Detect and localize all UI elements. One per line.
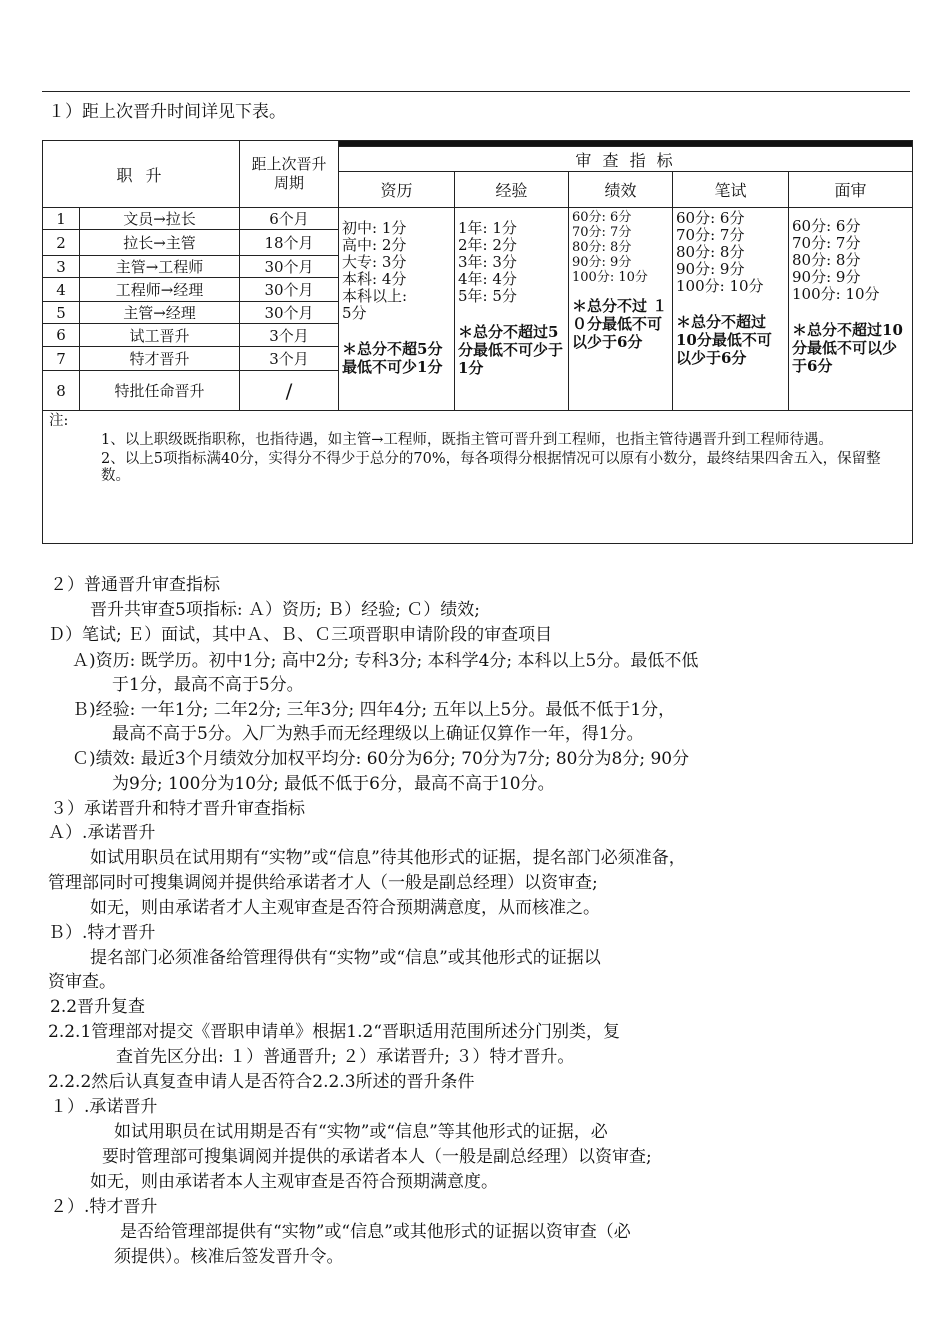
body-line: 晋升共审查5项指标: Ａ）资历; Ｂ）经验; Ｃ）绩效; (90, 600, 480, 620)
criteria-bishi (673, 208, 789, 411)
criteria-jingyan-list: 1年: 1分 2年: 2分 3年: 3分 4年: 4分 5年: 5分 (458, 219, 517, 305)
criteria-mianshen-note: ＊总分不超过10分最低不可以少于6分 (792, 321, 903, 375)
criteria-mianshen (789, 208, 913, 411)
body-line: Ｃ)绩效: 最近3个月绩效分加权平均分: 60分为6分; 70分为7分; 80分为8分; 90分 (72, 749, 690, 769)
body-line: Ｂ)经验: 一年1分; 二年2分; 三年3分; 四年4分; 五年以上5分。最低不低于1分， (72, 700, 676, 720)
row-no: 7 (43, 347, 80, 371)
row-position: 主管→工程师 (80, 256, 240, 278)
table-notes (43, 411, 913, 544)
body-line: 查首先区分出: １）普通晋升; ２）承诺晋升; ３）特才晋升。 (116, 1047, 575, 1067)
criteria-bishi-note: ＊总分不超过10分最低不可以少于6分 (676, 313, 772, 367)
body-line: 最高不高于5分。入厂为熟手而无经理级以上确证仅算作一年，得1分。 (112, 724, 644, 744)
intro-line: １）距上次晋升时间详见下表。 (48, 102, 286, 122)
body-line: 如无，则由承诺者才人主观审查是否符合预期满意度，从而核准之。 (90, 898, 600, 918)
row-period: 30个月 (240, 256, 339, 278)
row-period: 3个月 (240, 324, 339, 347)
row-position: 特批任命晋升 (80, 371, 240, 411)
row-position: 试工晋升 (80, 324, 240, 347)
criteria-mianshen-list: 60分: 6分 70分: 7分 80分: 8分 90分: 9分 100分: 10分 (792, 217, 880, 303)
note-2: 2、以上5项指标满40分，实得分不得少于总分的70%，每各项得分根据情况可以原有小数分，最终结果四舍五入，保留整数。 (101, 451, 881, 484)
criteria-bishi-list: 60分: 6分 70分: 7分 80分: 8分 90分: 9分 100分: 10分 (676, 209, 764, 295)
criteria-jingyan (455, 208, 569, 411)
header-col-mianshen: 面审 (789, 172, 913, 208)
note-1: 1、以上职级既指职称，也指待遇，如主管→工程师，既指主管可晋升到工程师，也指主管待遇晋升到工程师待遇。 (101, 432, 833, 448)
header-col-jixiao: 绩效 (569, 172, 673, 208)
header-col-jingyan: 经验 (455, 172, 569, 208)
row-position: 文员→拉长 (80, 208, 240, 230)
section-heading: ３）承诺晋升和特才晋升审查指标 (50, 799, 305, 819)
row-period: 30个月 (240, 278, 339, 302)
row-period: 18个月 (240, 230, 339, 256)
body-line: 2.2.1管理部对提交《晋职申请单》根据1.2“晋职适用范围所述分门别类，复 (48, 1022, 620, 1042)
section-heading: 2.2晋升复查 (50, 997, 146, 1017)
criteria-jixiao-note: ＊总分不过 １０分最低不可以少于6分 (572, 297, 668, 351)
top-rule (42, 91, 910, 92)
body-line: 管理部同时可搜集调阅并提供给承诺者才人（一般是副总经理）以资审查; (48, 873, 598, 893)
subsection-heading: １）.承诺晋升 (50, 1097, 158, 1117)
body-line: 如试用职员在试用期有“实物”或“信息”待其他形式的证据，提名部门必须准备， (90, 848, 686, 868)
criteria-zili-list: 初中: 1分 高中: 2分 大专: 3分 本科: 4分 本科以上: 5分 (342, 219, 408, 322)
body-line: 为9分; 100分为10分; 最低不低于6分，最高不高于10分。 (112, 774, 555, 794)
header-col-zili: 资历 (339, 172, 455, 208)
row-no: 3 (43, 256, 80, 278)
section-heading: ２）普通晋升审查指标 (50, 575, 220, 595)
row-period: / (240, 371, 339, 411)
subsection-heading: ２）.特才晋升 (50, 1197, 158, 1217)
row-no: 5 (43, 302, 80, 324)
subsection-heading: Ｂ）.特才晋升 (48, 923, 156, 943)
body-line: 如无，则由承诺者本人主观审查是否符合预期满意度。 (90, 1172, 498, 1192)
row-no: 1 (43, 208, 80, 230)
row-period: 30个月 (240, 302, 339, 324)
row-period: 3个月 (240, 347, 339, 371)
criteria-zili-note: ＊总分不超5分最低不可少1分 (342, 340, 443, 376)
header-period: 距上次晋升周期 (240, 141, 339, 208)
row-period: 6个月 (240, 208, 339, 230)
header-criteria: 审 查 指 标 (339, 147, 913, 172)
criteria-jixiao (569, 208, 673, 411)
header-position: 职 升 (43, 141, 240, 208)
criteria-jixiao-list: 60分: 6分 70分: 7分 80分: 8分 90分: 9分 100分: 10分 (572, 210, 648, 285)
body-line: Ｄ）笔试; Ｅ）面试，其中Ａ、Ｂ、Ｃ三项晋职申请阶段的审查项目 (48, 625, 553, 645)
row-no: 2 (43, 230, 80, 256)
row-position: 主管→经理 (80, 302, 240, 324)
body-line: 提名部门必须准备给管理得供有“实物”或“信息”或其他形式的证据以 (90, 948, 601, 968)
notes-label: 注: (49, 413, 69, 429)
promotion-table (42, 140, 913, 544)
body-line: 是否给管理部提供有“实物”或“信息”或其他形式的证据以资审查（必 (120, 1222, 631, 1242)
criteria-zili (339, 208, 455, 411)
criteria-jingyan-note: ＊总分不超过5分最低不可少于1分 (458, 323, 564, 377)
row-position: 工程师→经理 (80, 278, 240, 302)
row-position: 拉长→主管 (80, 230, 240, 256)
row-no: 6 (43, 324, 80, 347)
row-no: 8 (43, 371, 80, 411)
header-col-bishi: 笔试 (673, 172, 789, 208)
body-line: 如试用职员在试用期是否有“实物”或“信息”等其他形式的证据，必 (114, 1122, 608, 1142)
body-line: Ａ)资历: 既学历。初中1分; 高中2分; 专科3分; 本科学4分; 本科以上5分。最低不低 (72, 651, 699, 671)
body-line: 2.2.2然后认真复查申请人是否符合2.2.3所述的晋升条件 (48, 1072, 475, 1092)
row-position: 特才晋升 (80, 347, 240, 371)
body-line: 要时管理部可搜集调阅并提供的承诺者本人（一般是副总经理）以资审查; (102, 1147, 652, 1167)
body-line: 须提供）。核准后签发晋升令。 (114, 1247, 344, 1267)
subsection-heading: Ａ）.承诺晋升 (48, 823, 156, 843)
body-line: 于1分，最高不高于5分。 (112, 675, 304, 695)
row-no: 4 (43, 278, 80, 302)
body-line: 资审查。 (48, 972, 116, 992)
